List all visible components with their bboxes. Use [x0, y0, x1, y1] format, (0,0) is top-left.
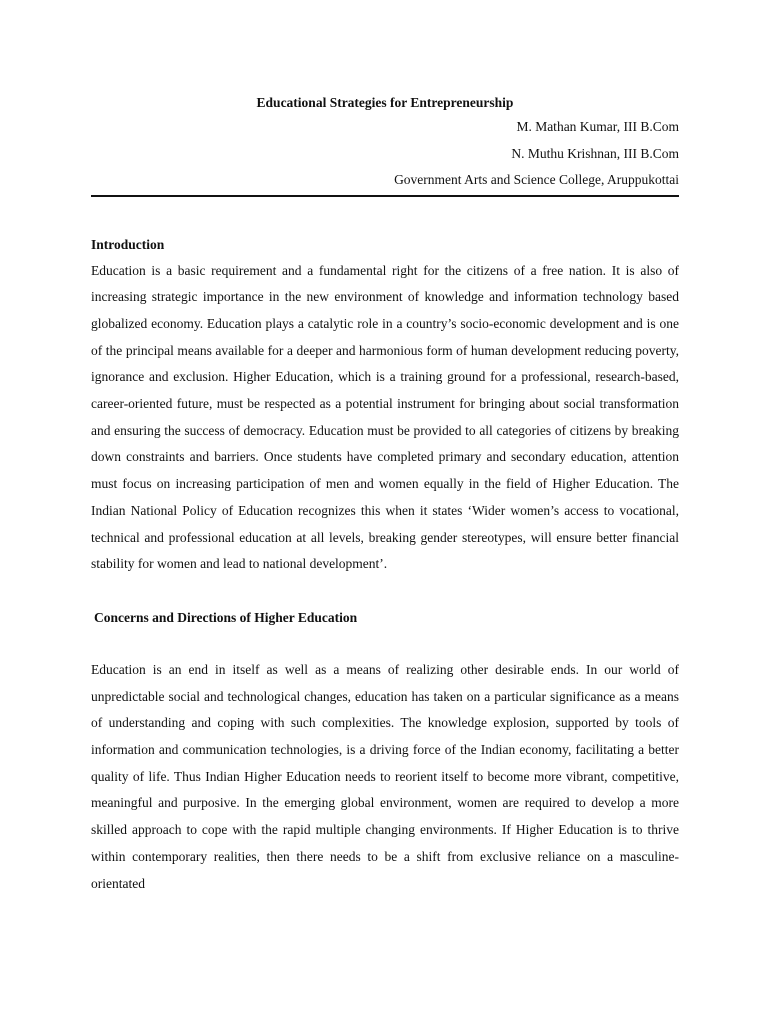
document-title: Educational Strategies for Entrepreneurship	[256, 95, 514, 110]
author-line-2: N. Muthu Krishnan, III B.Com	[511, 145, 679, 161]
section-heading-concerns: Concerns and Directions of Higher Education	[94, 609, 358, 625]
section-paragraph-introduction: Education is a basic requirement and a fundamental right for the citizens of a free nation. It is also of increasing strategic importance in the new environment of knowledge and information technology based globalized economy. Education plays a catalytic role in a country’s socio-economic development and is one of the principal means available for a deeper and harmonious form of human development reducing poverty, ignorance and exclusion. Higher Education, which is a training ground for a professional, research-based, career-oriented future, must be respected as a potential instrument for bringing about social transformation and ensuring the success of democracy. Education must be provided to all categories of citizens by breaking down constraints and barriers. Once students have completed primary and secondary education, attention must focus on increasing participation of men and women equally in the field of Higher Education. The Indian National Policy of Education recognizes this when it states ‘Wider women’s access to vocational, technical and professional education at all levels, breaking gender stereotypes, will ensure better financial stability for women and lead to national development’.	[91, 262, 679, 572]
section-heading-introduction: Introduction	[91, 236, 165, 252]
section-paragraph-concerns: Education is an end in itself as well as a means of realizing other desirable ends. In our world of unpredictable social and technological changes, education has taken on a particular significance as a means of understanding and coping with such complexities. The knowledge explosion, supported by tools of information and communication technologies, is a driving force of the Indian economy, facilitating a better quality of life. Thus Indian Higher Education needs to reorient itself to become more vibrant, competitive, meaningful and purposive. In the emerging global environment, women are required to develop a more skilled approach to cope with the rapid multiple changing environments. If Higher Education is to thrive within contemporary realities, then there needs to be a shift from exclusive reliance on a masculine-orientated	[91, 661, 679, 891]
author-line-1: M. Mathan Kumar, III B.Com	[516, 119, 679, 134]
header-divider	[91, 195, 679, 197]
affiliation-line: Government Arts and Science College, Aruppukottai	[394, 172, 679, 187]
document-page	[91, 92, 679, 897]
